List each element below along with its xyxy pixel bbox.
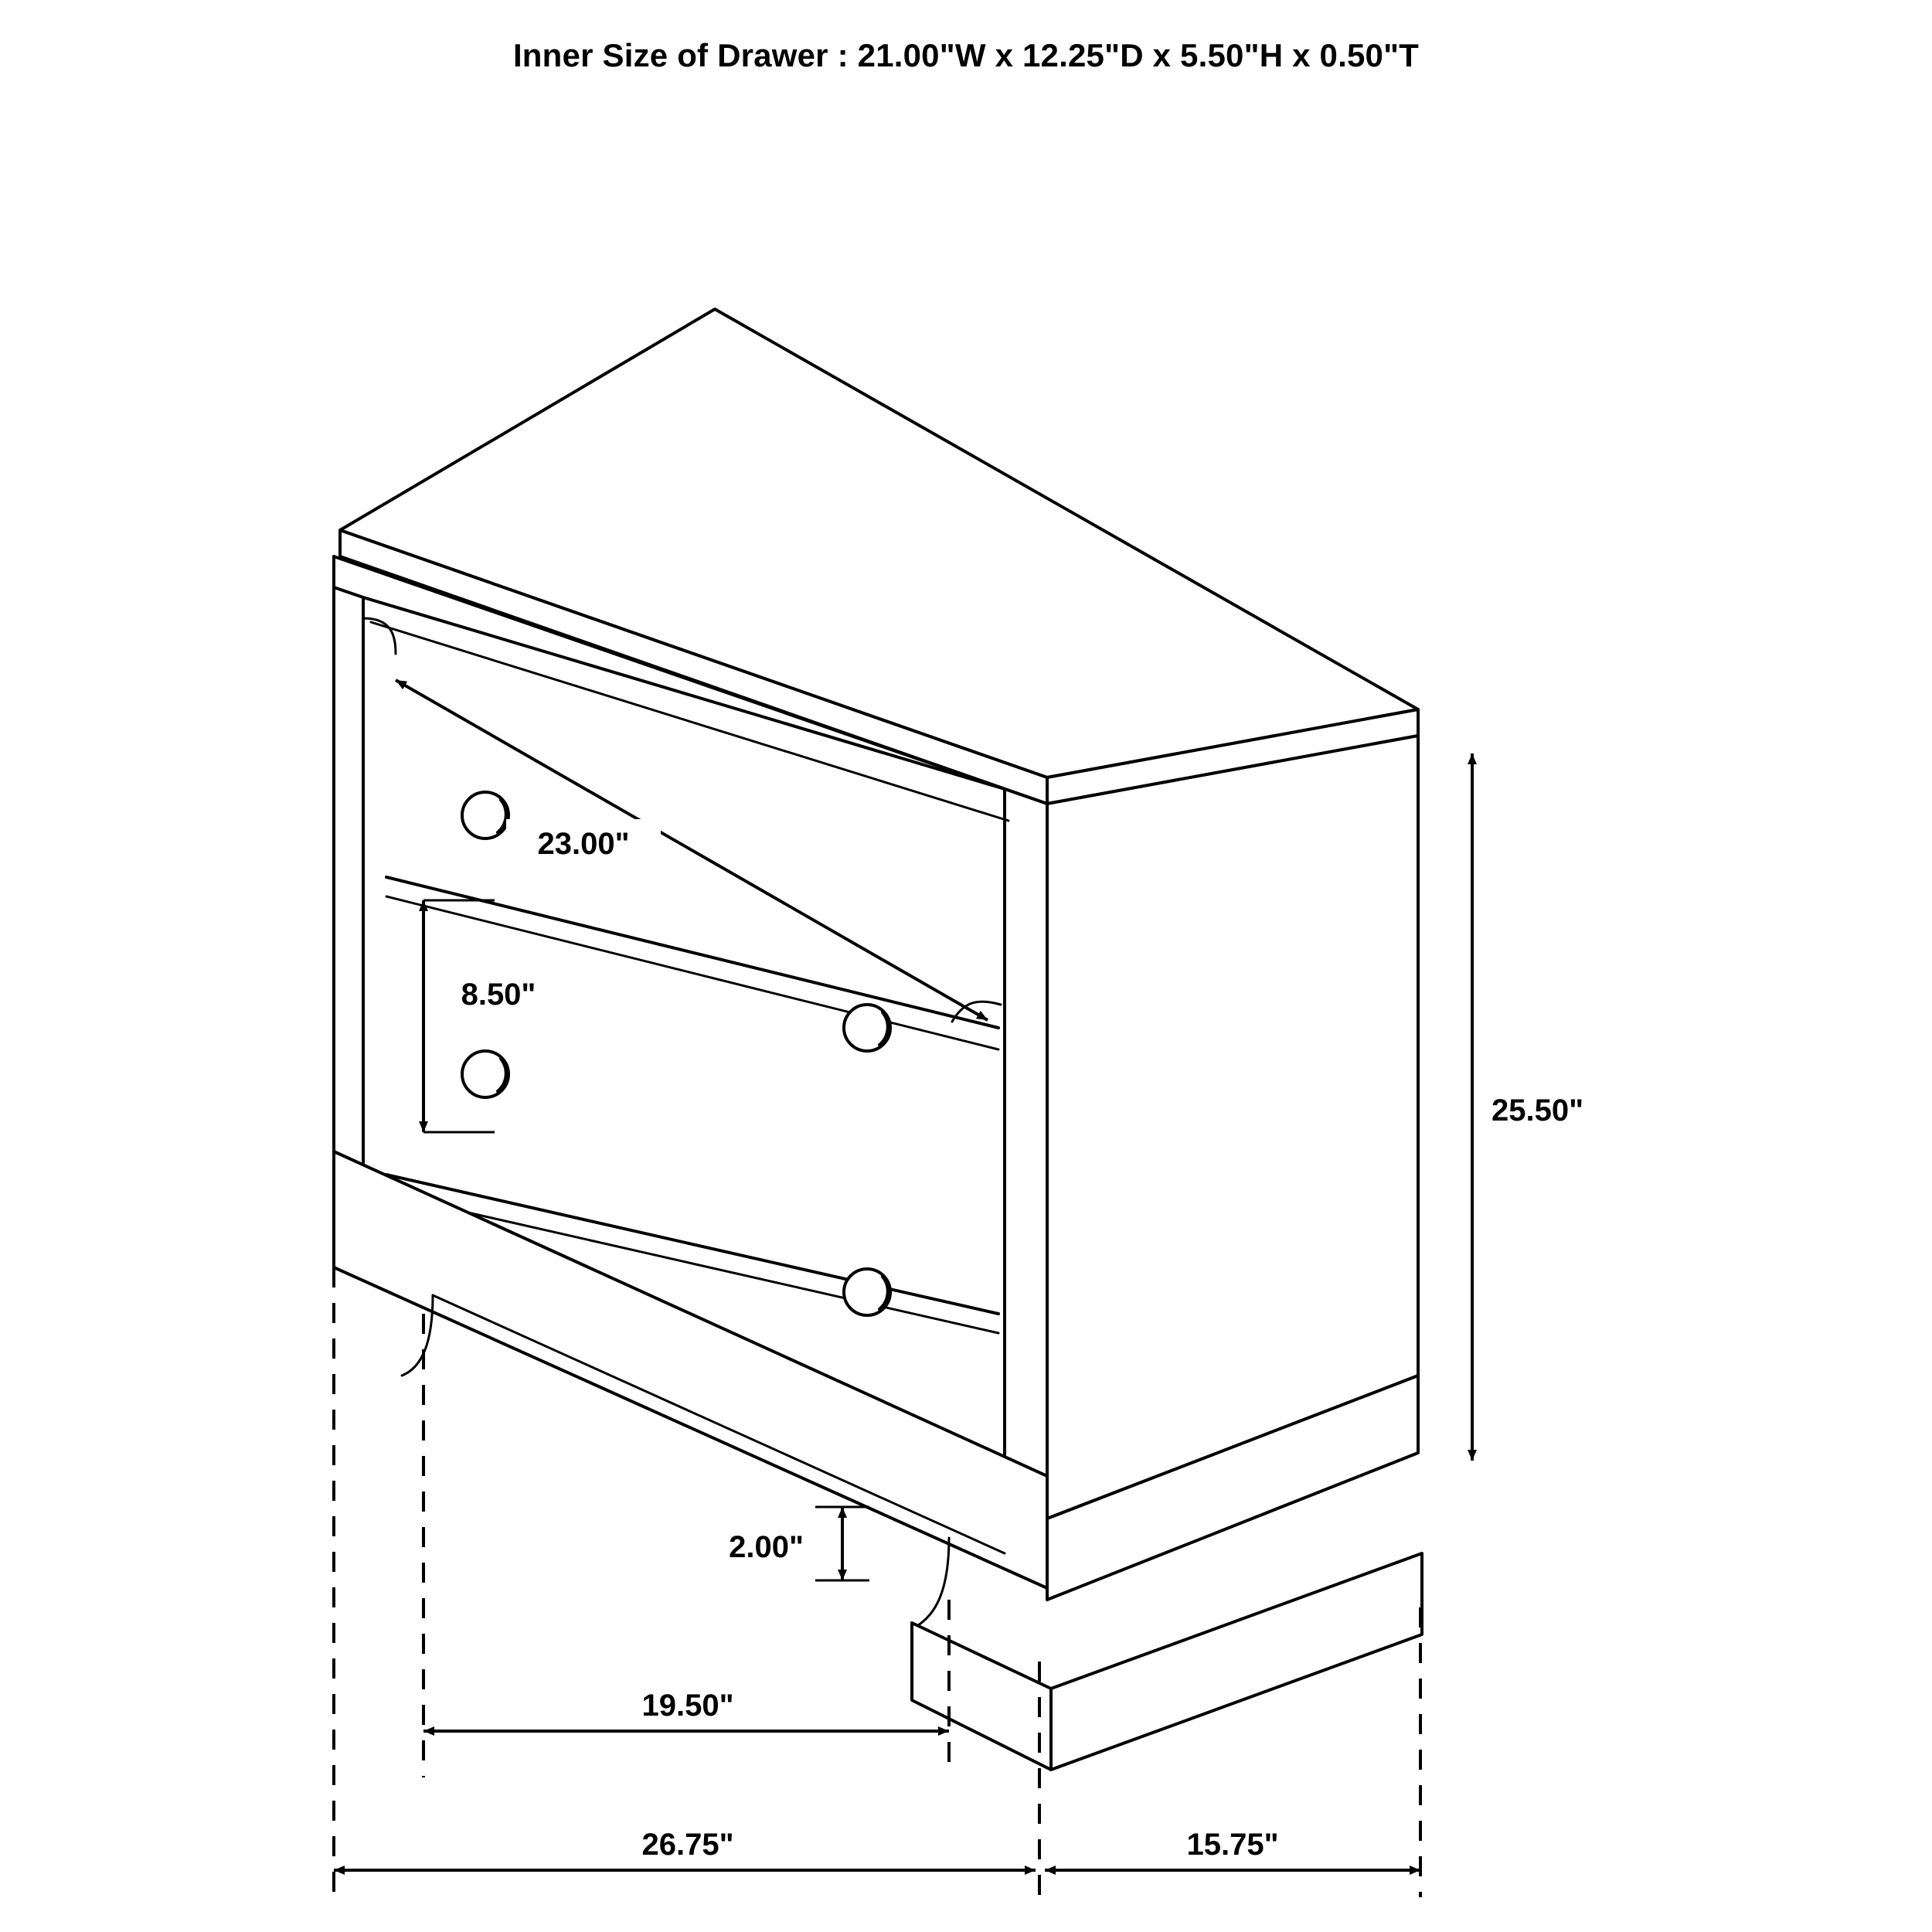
page-title: Inner Size of Drawer : 21.00"W x 12.25"D x 5.50"H x 0.50"T xyxy=(512,37,1420,73)
plinth-right-lower xyxy=(1051,1553,1422,1770)
apron-arch-right xyxy=(916,1538,949,1627)
label-drawer-width: 23.00" xyxy=(537,827,630,861)
label-base-height: 2.00" xyxy=(729,1530,804,1564)
label-front-width: 26.75" xyxy=(641,1828,734,1862)
label-base-width: 19.50" xyxy=(641,1689,734,1723)
label-overall-height: 25.50" xyxy=(1492,1094,1584,1128)
nightstand-body xyxy=(334,309,1422,1770)
plinth-front-lower xyxy=(912,1623,1051,1770)
label-side-depth: 15.75" xyxy=(1186,1828,1279,1862)
label-drawer-height: 8.50" xyxy=(461,978,536,1012)
